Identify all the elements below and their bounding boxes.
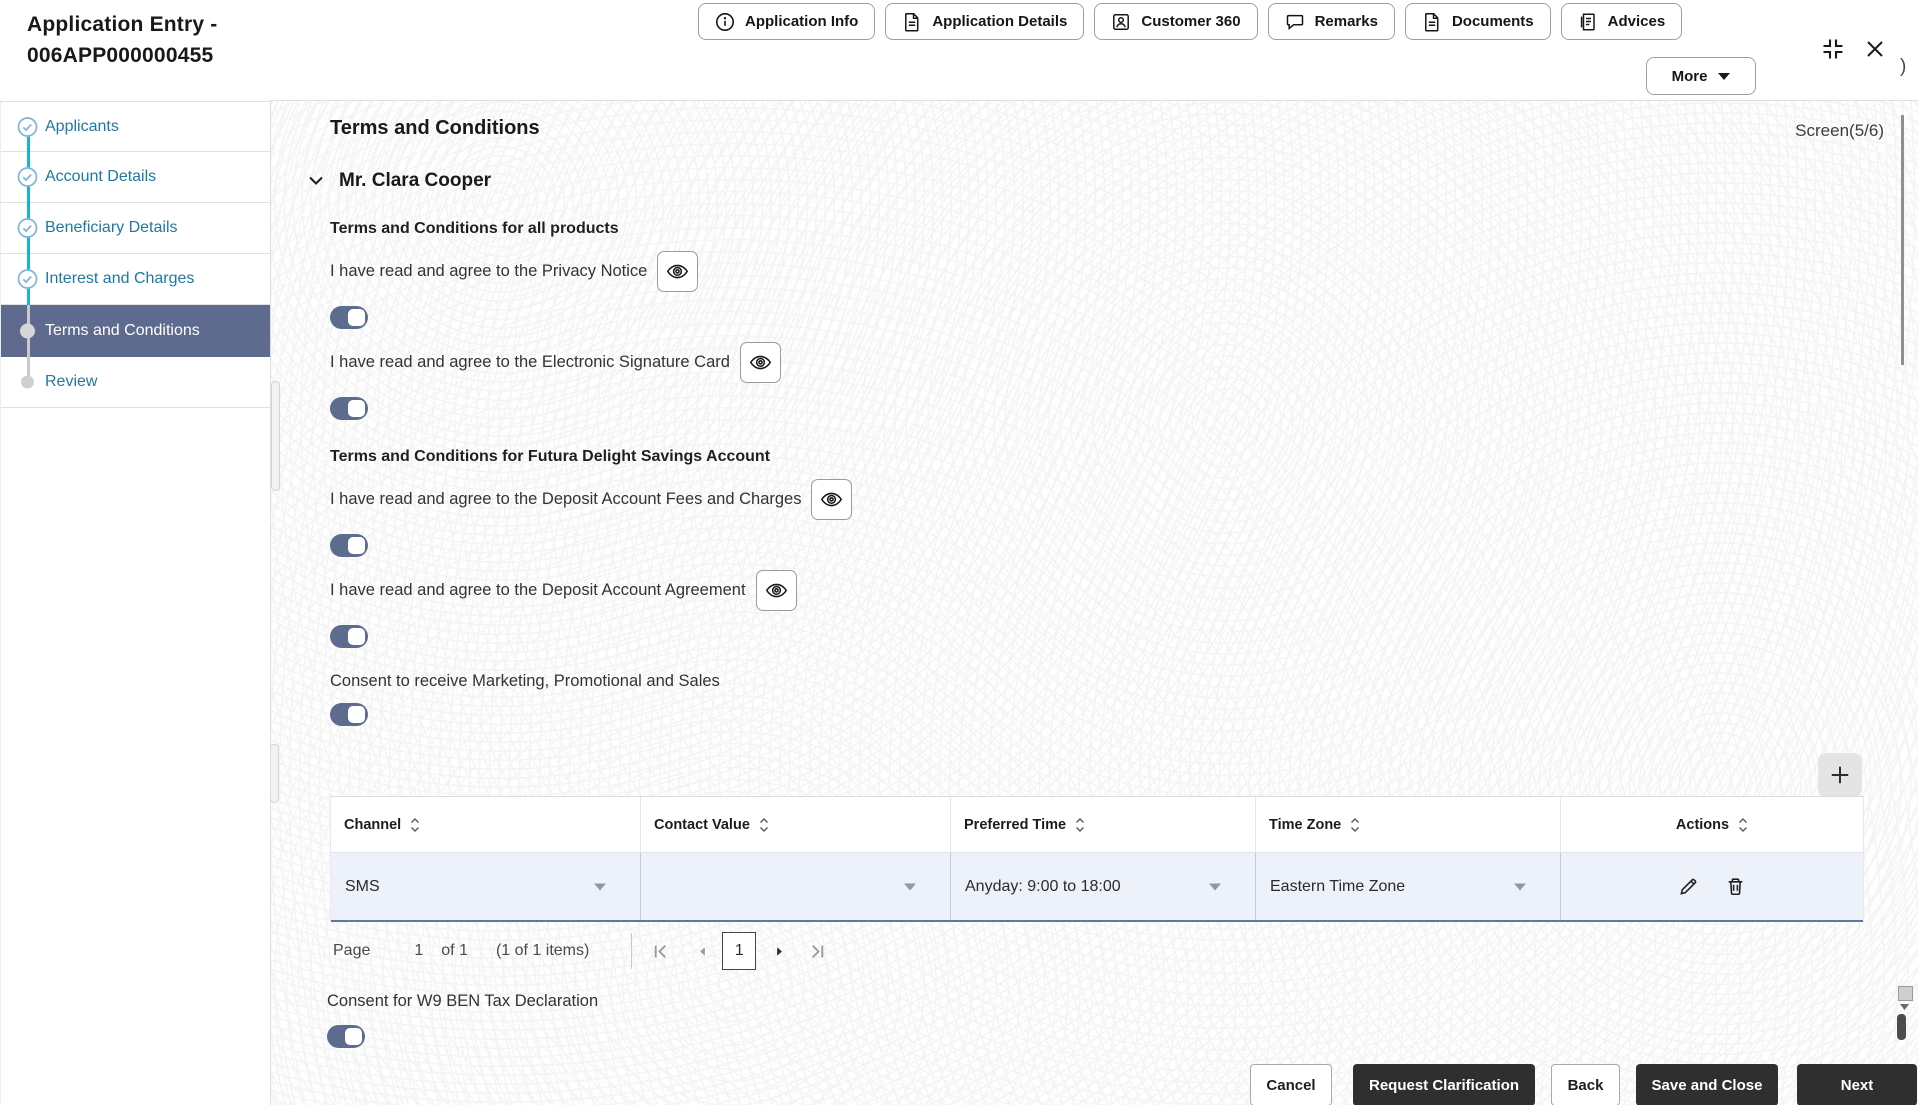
- document-icon: [902, 12, 922, 32]
- preview-document-button[interactable]: [740, 342, 781, 383]
- eye-icon: [749, 352, 772, 373]
- preferred-time-dropdown[interactable]: [951, 853, 1256, 920]
- main-content: [270, 100, 1918, 1105]
- column-header-label: Preferred Time: [964, 816, 1067, 833]
- sort-icon[interactable]: [410, 817, 420, 833]
- last-page-icon[interactable]: [809, 943, 826, 960]
- wizard-connector-pending: [27, 305, 30, 382]
- sort-icon[interactable]: [1738, 817, 1748, 833]
- table-pagination: [330, 929, 826, 973]
- consent-item: [330, 250, 1530, 329]
- sort-icon[interactable]: [1350, 817, 1360, 833]
- toolbar-button-label: Remarks: [1314, 13, 1378, 30]
- time-zone-value: Eastern Time Zone: [1270, 877, 1406, 895]
- row-actions-cell: [1561, 853, 1863, 920]
- consent-item-label: I have read and agree to the Electronic Signature Card: [330, 352, 730, 371]
- contact-value-dropdown[interactable]: [641, 853, 951, 920]
- chevron-down-icon: [594, 883, 606, 890]
- time-zone-dropdown[interactable]: [1256, 853, 1561, 920]
- step-marker-icon: [17, 321, 38, 342]
- pencil-icon: [1678, 876, 1699, 897]
- toggle-knob: [348, 537, 365, 554]
- first-page-icon[interactable]: [652, 943, 669, 960]
- table-header-row: [331, 797, 1863, 852]
- w9-consent-label: Consent for W9 BEN Tax Declaration: [327, 992, 599, 1010]
- inner-scrollbar[interactable]: [271, 381, 280, 491]
- applicant-collapse-header[interactable]: [308, 170, 491, 192]
- edit-row-button[interactable]: [1678, 876, 1699, 897]
- step-completed-icon: [17, 167, 38, 188]
- scrollbar-down-icon[interactable]: [1900, 1004, 1909, 1010]
- sidebar-item-label: Terms and Conditions: [45, 322, 200, 339]
- page-label: Page: [333, 942, 371, 959]
- applicant-name: Mr. Clara Cooper: [339, 170, 492, 191]
- customer-360-button[interactable]: [1094, 3, 1257, 40]
- chevron-down-icon: [904, 883, 916, 890]
- vertical-scrollbar-thumb[interactable]: [1901, 115, 1904, 365]
- step-marker-icon: [17, 372, 38, 393]
- sidebar-item-label: Applicants: [45, 117, 119, 135]
- column-header-label: Channel: [344, 816, 402, 833]
- preferred-time-value: Anyday: 9:00 to 18:00: [965, 877, 1121, 895]
- eye-icon: [820, 489, 843, 510]
- channel-value: SMS: [345, 877, 380, 895]
- step-completed-icon: [17, 116, 38, 137]
- sidebar-item-applicants[interactable]: [1, 101, 270, 152]
- w9-consent-block: [327, 992, 598, 1048]
- sidebar-item-interest-and-charges[interactable]: [1, 254, 270, 305]
- step-completed-icon: [17, 218, 38, 239]
- add-contact-row-button[interactable]: [1818, 753, 1862, 797]
- sidebar-item-account-details[interactable]: [1, 152, 270, 203]
- toolbar-button-label: Advices: [1607, 13, 1666, 30]
- sidebar-item-label: Beneficiary Details: [45, 219, 178, 236]
- screen-indicator: Screen(5/6): [1795, 121, 1884, 140]
- toggle-knob: [348, 400, 365, 417]
- inner-scrollbar[interactable]: [270, 744, 279, 803]
- save-and-close-button[interactable]: Save and Close: [1636, 1064, 1778, 1105]
- sort-icon[interactable]: [759, 817, 769, 833]
- sidebar-item-label: Interest and Charges: [45, 270, 195, 287]
- plus-icon: [1829, 764, 1851, 786]
- document-icon: [1422, 12, 1442, 32]
- consent-area: [330, 212, 1530, 726]
- customer-badge-icon: [1111, 12, 1131, 32]
- advices-button[interactable]: [1561, 3, 1683, 40]
- sidebar-item-terms-and-conditions[interactable]: [1, 305, 270, 357]
- chat-bubble-icon: [1285, 12, 1305, 32]
- w9-consent-toggle[interactable]: [327, 1025, 365, 1048]
- pagination-divider: [631, 933, 632, 969]
- column-header-actions[interactable]: [1561, 797, 1863, 852]
- application-details-button[interactable]: [885, 3, 1084, 40]
- sidebar-item-label: Review: [45, 373, 98, 390]
- toolbar-button-label: Customer 360: [1141, 13, 1241, 30]
- column-header-label: Actions: [1675, 816, 1730, 833]
- application-info-button[interactable]: [698, 3, 875, 40]
- more-button[interactable]: [1646, 57, 1756, 95]
- chevron-down-icon: [1718, 73, 1730, 80]
- consent-toggle[interactable]: [330, 534, 368, 557]
- restore-window-icon[interactable]: [1820, 36, 1846, 62]
- toggle-knob: [348, 309, 365, 326]
- consent-toggle[interactable]: [330, 625, 368, 648]
- window-edge-fragment: ): [1900, 56, 1907, 77]
- contact-preferences-table: [330, 796, 1864, 922]
- sidebar-item-beneficiary-details[interactable]: [1, 203, 270, 254]
- consent-section-heading: Terms and Conditions for Futura Delight Savings Account: [330, 448, 771, 465]
- scrollbar-pill-thumb[interactable]: [1897, 1014, 1906, 1040]
- toolbar-button-label: Documents: [1451, 13, 1534, 30]
- documents-button[interactable]: [1405, 3, 1551, 40]
- consent-item-label: I have read and agree to the Deposit Account Agreement: [330, 580, 746, 599]
- preview-document-button[interactable]: [657, 251, 698, 292]
- chevron-down-icon: [308, 176, 324, 186]
- page-title: Application Entry - 006APP000000455: [27, 13, 218, 67]
- page-items-label: (1 of 1 items): [495, 942, 590, 959]
- marketing-consent-toggle[interactable]: [330, 703, 368, 726]
- marketing-consent-block: [330, 672, 1530, 726]
- header-toolbar: [698, 3, 1682, 40]
- close-icon[interactable]: [1864, 38, 1886, 60]
- request-clarification-button[interactable]: Request Clarification: [1353, 1064, 1535, 1105]
- remarks-button[interactable]: [1268, 3, 1395, 40]
- step-completed-icon: [17, 269, 38, 290]
- column-header-channel[interactable]: [331, 797, 641, 852]
- more-button-label: More: [1671, 67, 1708, 85]
- previous-page-icon[interactable]: [695, 944, 710, 959]
- consent-item: [330, 569, 1530, 648]
- info-circle-icon: [715, 12, 735, 32]
- next-button[interactable]: Next: [1797, 1064, 1917, 1105]
- eye-icon: [666, 261, 689, 282]
- sidebar-item-review[interactable]: [1, 357, 270, 408]
- back-button[interactable]: Back: [1551, 1064, 1620, 1105]
- toggle-knob: [348, 628, 365, 645]
- sidebar-item-label: Account Details: [45, 168, 157, 185]
- channel-dropdown[interactable]: [331, 853, 641, 920]
- consent-item: [330, 341, 1530, 420]
- toggle-knob: [348, 706, 365, 723]
- consent-toggle[interactable]: [330, 397, 368, 420]
- column-header-preferred-time[interactable]: [951, 797, 1256, 852]
- preview-document-button[interactable]: [811, 479, 852, 520]
- chevron-down-icon: [1209, 883, 1221, 890]
- column-header-label: Contact Value: [654, 816, 750, 833]
- content-title: Terms and Conditions: [330, 117, 540, 139]
- page-value: 1: [414, 942, 424, 959]
- marketing-consent-label: Consent to receive Marketing, Promotional and Sales: [330, 672, 720, 690]
- column-header-label: Time Zone: [1269, 816, 1342, 833]
- scrollbar-box-thumb[interactable]: [1898, 986, 1913, 1001]
- page-of-label: of 1: [441, 942, 468, 959]
- consent-item-label: I have read and agree to the Deposit Account Fees and Charges: [330, 489, 802, 508]
- current-page-box[interactable]: 1: [722, 932, 756, 970]
- toolbar-button-label: Application Info: [745, 13, 859, 30]
- app-header: [0, 0, 1918, 100]
- consent-item: [330, 478, 1530, 557]
- table-row: [331, 852, 1863, 922]
- eye-icon: [765, 580, 788, 601]
- column-header-time-zone[interactable]: [1256, 797, 1561, 852]
- wizard-sidebar: [0, 100, 271, 1105]
- trash-icon: [1725, 876, 1746, 897]
- next-page-icon[interactable]: [772, 944, 787, 959]
- column-header-contact-value[interactable]: [641, 797, 951, 852]
- toggle-knob: [345, 1028, 362, 1045]
- delete-row-button[interactable]: [1725, 876, 1746, 897]
- consent-toggle[interactable]: [330, 306, 368, 329]
- consent-section-heading: Terms and Conditions for all products: [330, 220, 619, 237]
- advice-document-icon: [1578, 12, 1598, 32]
- consent-item-label: I have read and agree to the Privacy Notice: [330, 261, 648, 280]
- cancel-button[interactable]: Cancel: [1250, 1064, 1332, 1105]
- preview-document-button[interactable]: [756, 570, 797, 611]
- chevron-down-icon: [1514, 883, 1526, 890]
- sort-icon[interactable]: [1075, 817, 1085, 833]
- toolbar-button-label: Application Details: [932, 13, 1068, 30]
